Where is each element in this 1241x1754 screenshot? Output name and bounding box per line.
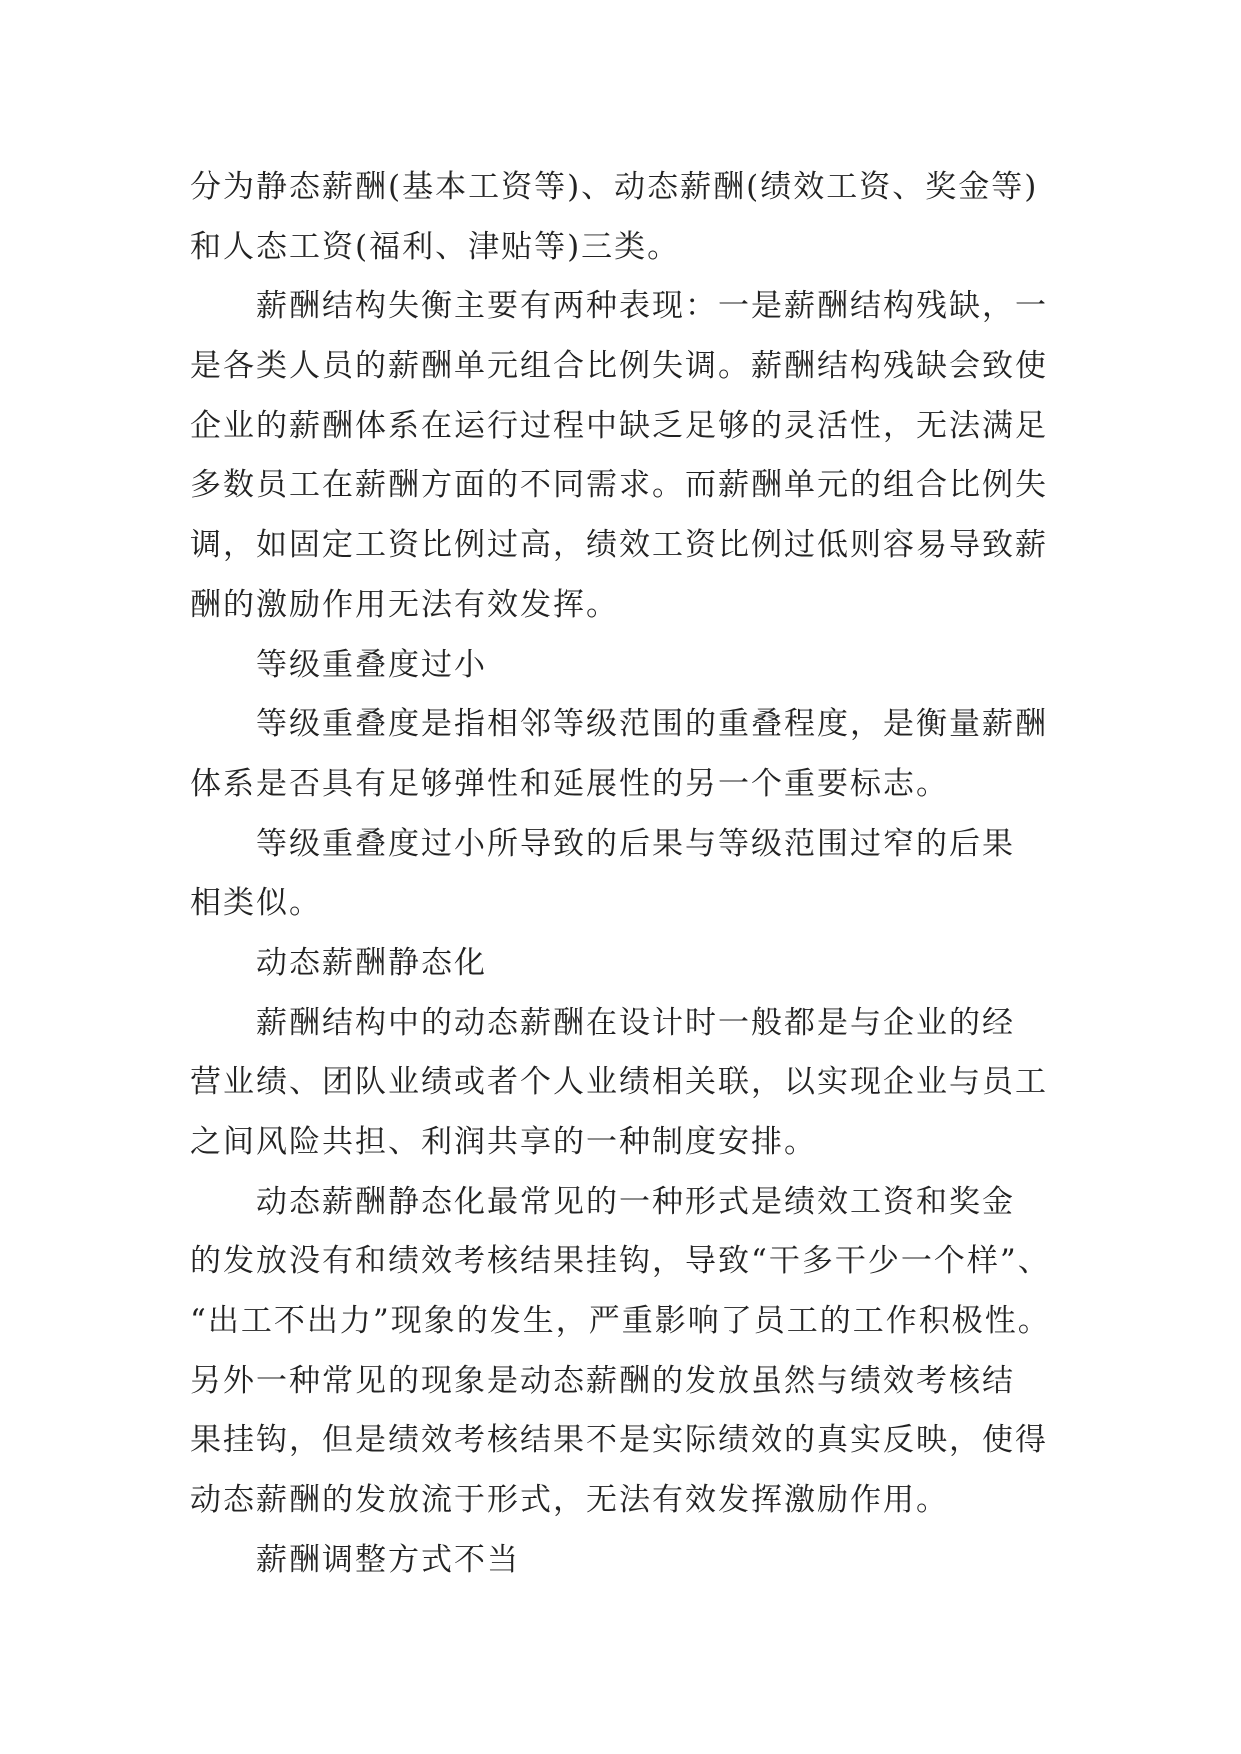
- text-line: 的发放没有和绩效考核结果挂钩，导致“干多干少一个样”、: [190, 1243, 1051, 1280]
- text-line: 等级重叠度过小所导致的后果与等级范围过窄的后果: [256, 825, 1015, 862]
- text-line: 等级重叠度过小: [256, 646, 487, 683]
- text-line: 另外一种常见的现象是动态薪酬的发放虽然与绩效考核结: [190, 1362, 1015, 1399]
- text-line: 企业的薪酬体系在运行过程中缺乏足够的灵活性，无法满足: [190, 407, 1048, 444]
- text-line: 和人态工资(福利、津贴等)三类。: [190, 228, 681, 265]
- text-line: 是各类人员的薪酬单元组合比例失调。薪酬结构残缺会致使: [190, 348, 1048, 385]
- text-line: 调，如固定工资比例过高，绩效工资比例过低则容易导致薪: [190, 527, 1048, 564]
- text-line: 体系是否具有足够弹性和延展性的另一个重要标志。: [190, 765, 949, 802]
- text-line: 多数员工在薪酬方面的不同需求。而薪酬单元的组合比例失: [190, 467, 1048, 504]
- text-line: 动态薪酬静态化最常见的一种形式是绩效工资和奖金: [256, 1183, 1015, 1220]
- text-line: 酬的激励作用无法有效发挥。: [190, 586, 619, 623]
- text-line: 营业绩、团队业绩或者个人业绩相关联，以实现企业与员工: [190, 1064, 1048, 1101]
- text-line: 动态薪酬静态化: [256, 944, 487, 981]
- text-line: 薪酬结构中的动态薪酬在设计时一般都是与企业的经: [256, 1004, 1015, 1041]
- document-body: [190, 158, 1070, 1591]
- text-line: 果挂钩，但是绩效考核结果不是实际绩效的真实反映，使得: [190, 1422, 1048, 1459]
- text-line: 相类似。: [190, 885, 322, 922]
- text-line: 分为静态薪酬(基本工资等)、动态薪酬(绩效工资、奖金等): [190, 169, 1039, 205]
- text-line: 动态薪酬的发放流于形式，无法有效发挥激励作用。: [190, 1482, 949, 1519]
- text-line: 薪酬调整方式不当: [256, 1541, 520, 1578]
- text-line: “出工不出力”现象的发生，严重影响了员工的工作积极性。: [190, 1303, 1051, 1340]
- text-line: 之间风险共担、利润共享的一种制度安排。: [190, 1124, 817, 1160]
- text-line: 等级重叠度是指相邻等级范围的重叠程度，是衡量薪酬: [256, 706, 1048, 743]
- text-line: 薪酬结构失衡主要有两种表现：一是薪酬结构残缺，一: [256, 288, 1048, 325]
